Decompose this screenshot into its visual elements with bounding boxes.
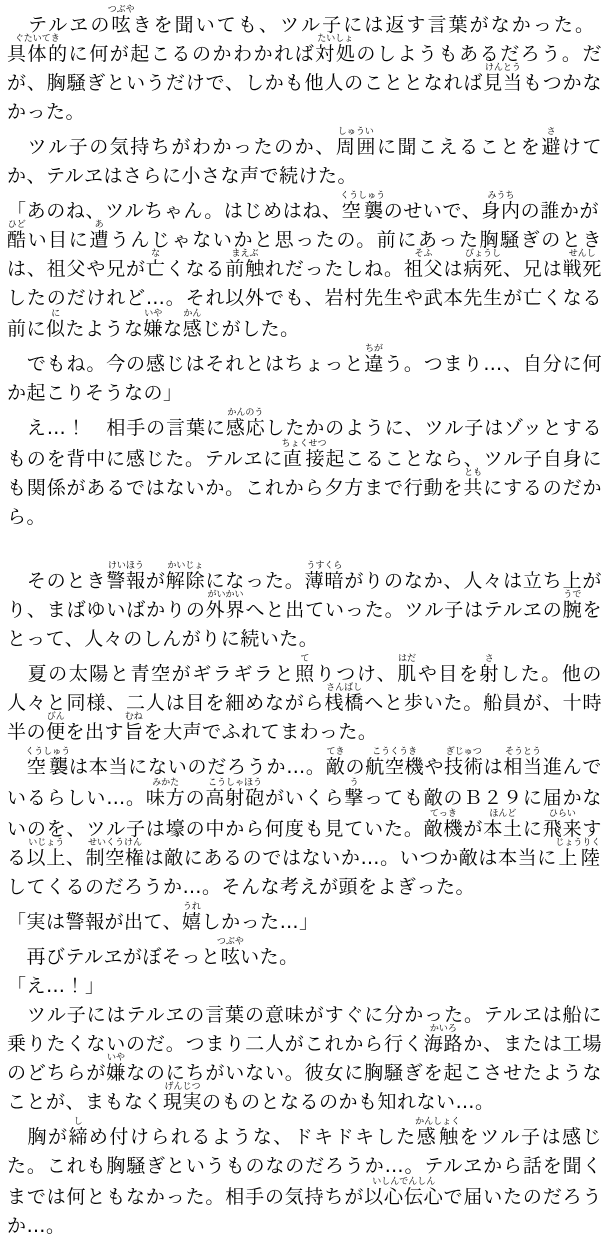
ruby-annotation: 似に xyxy=(46,309,66,340)
ruby-annotation: 感触かんしょく xyxy=(415,1117,461,1148)
ruby-annotation: 飛来ひらい xyxy=(542,809,583,840)
paragraph: 胸が締しめ付けられるような、ドキドキした感触かんしょくをツル子は感じた。これも胸騒ぎというものなのだろうか…。テルヱから話を聞くまでは何ともなかった。相手の気持ちが以心伝心いしんでんしんで届いたのだろうか…。 xyxy=(7,1117,602,1237)
ruby-annotation: 避さ xyxy=(541,127,562,158)
ruby-annotation: 祖父そふ xyxy=(403,249,444,280)
ruby-annotation: 警報けいほう xyxy=(106,561,146,592)
ruby-annotation: 周囲しゅうい xyxy=(335,127,377,158)
paragraph: 空襲くうしゅうは本当にないのだろうか…。敵てきの航空機こうくうきや技術ぎじゅつは相当そうとう進んでいるらしい…。味方みかたの高射砲こうしゃほうがいくら撃うっても敵のＢ２９に届かないのを、ツル子は壕の中から何度も見ていた。敵機てっきが本土ほんどに飛来ひらいする以上いじょう、制空権せいくうけんは敵にあるのではないか…。いつか敵は本当に上陸じょうりくしてくるのだろうか…。そんな考えが頭をよぎった。 xyxy=(7,747,602,898)
ruby-annotation: 照て xyxy=(295,654,316,685)
ruby-annotation: 旨むね xyxy=(124,712,144,743)
ruby-annotation: 本土ほんど xyxy=(483,809,523,840)
ruby-annotation: 身内みうち xyxy=(481,191,521,222)
ruby-annotation: 嫌いや xyxy=(106,1053,127,1084)
ruby-annotation: 対処たいしょ xyxy=(315,34,357,65)
ruby-annotation: 薄暗うすくら xyxy=(304,561,345,592)
ruby-annotation: 嬉うれ xyxy=(182,902,202,933)
ruby-annotation: 敵機てっき xyxy=(423,809,464,840)
text-content xyxy=(7,5,602,1241)
ruby-annotation: 嫌いや xyxy=(143,309,164,340)
ruby-annotation: 以心伝心いしんでんしん xyxy=(364,1177,444,1208)
paragraph: ツル子にはテルヱの言葉の意味がすぐに分かった。テルヱは船に乗りたくないのだ。つまり二人がこれから行く海路かいろか、または工場のどちらが嫌いやなのにちがいない。彼女に胸騒ぎを起こさせたようなことが、まもなく現実げんじつのものとなるのかも知れない…。 xyxy=(7,1004,602,1113)
ruby-annotation: 高射砲こうしゃほう xyxy=(205,778,265,809)
ruby-annotation: 具体的ぐたいてき xyxy=(7,34,69,65)
ruby-annotation: 肌はだ xyxy=(397,654,418,685)
ruby-annotation: 外界がいかい xyxy=(205,590,246,621)
ruby-annotation: 海路かいろ xyxy=(423,1024,464,1055)
blank-line xyxy=(7,532,602,561)
paragraph: 夏の太陽と青空がギラギラと照てりつけ、肌はだや目を射さした。他の人々と同様、二人は目を細めながら桟橋さんばしへと歩いた。船員が、十時半の便びんを出す旨むねを大声でふれてまわった。 xyxy=(7,654,602,743)
ruby-annotation: 便びん xyxy=(46,712,66,743)
ruby-annotation: 技術ぎじゅつ xyxy=(444,747,484,778)
ruby-annotation: 病死びょうし xyxy=(463,249,504,280)
paragraph: でもね。今の感じはそれとはちょっと違ちがう。つまり…、自分に何か起こりそうなの」 xyxy=(7,344,602,404)
ruby-annotation: 見当けんとう xyxy=(483,63,523,94)
ruby-annotation: 直接ちょくせつ xyxy=(281,439,327,470)
ruby-annotation: 航空機こうくうき xyxy=(365,747,425,778)
ruby-annotation: 解除かいじょ xyxy=(165,561,206,592)
ruby-annotation: 敵てき xyxy=(325,747,346,778)
ruby-annotation: 上陸じょうりく xyxy=(555,838,601,869)
ruby-annotation: 現実げんじつ xyxy=(163,1082,203,1113)
ruby-annotation: 撃う xyxy=(344,778,365,809)
paragraph: 「あのね、ツルちゃん。はじめはね、空襲くうしゅうのせいで、身内みうちの誰かが酷ひどい目に遭あうんじゃないかと思ったの。前にあった胸騒ぎのときは、祖父や兄が亡なくなる前触まえぶれだったしね。祖父そふは病死びょうし、兄は戦死せんししたのだけれど…。それ以外でも、岩村先生や武本先生が亡くなる前に似にたような嫌いやな感かんじがした。 xyxy=(7,191,602,340)
paragraph: 「え…！」 xyxy=(7,975,105,997)
ruby-annotation: 前触まえぶ xyxy=(225,249,265,280)
ruby-annotation: 酷ひど xyxy=(7,220,28,251)
paragraph: 「実は警報が出て、嬉うれしかった…」 xyxy=(7,902,319,933)
ruby-annotation: 腕うで xyxy=(562,590,583,621)
ruby-annotation: 感かん xyxy=(182,309,203,340)
paragraph: ツル子の気持ちがわかったのか、周囲しゅういに聞こえることを避さけてか、テルヱはさらに小さな声で続けた。 xyxy=(7,127,602,187)
ruby-annotation: 呟つぶや xyxy=(216,937,244,968)
ruby-annotation: 共とも xyxy=(463,468,484,499)
ruby-annotation: 違ちが xyxy=(364,344,385,375)
ruby-annotation: 戦死せんし xyxy=(562,249,602,280)
ruby-annotation: 射さ xyxy=(479,654,501,685)
ruby-annotation: 以上いじょう xyxy=(26,838,66,869)
paragraph: 再びテルヱがぼそっと呟つぶやいた。 xyxy=(7,937,299,968)
paragraph: え…！ 相手の言葉に感応かんのうしたかのように、ツル子はゾッとするものを背中に感じた。テルヱに直接ちょくせつ起こることなら、ツル子自身にも関係があるではないか。これから夕方まで行動を共ともにするのだから。 xyxy=(7,408,602,528)
ruby-annotation: 呟つぶや xyxy=(107,5,135,36)
ruby-annotation: 空襲くうしゅう xyxy=(25,747,71,778)
ruby-annotation: 締し xyxy=(68,1117,89,1148)
ruby-annotation: 制空権せいくうけん xyxy=(85,838,145,869)
ruby-annotation: 遭あ xyxy=(89,220,110,251)
paragraph: テルヱの呟つぶやきを聞いても、ツル子には返す言葉がなかった。具体的ぐたいてきに何が起こるのかわかれば対処たいしょのしようもあるだろう。だが、胸騒ぎというだけで、しかも他人のこととなれば見当けんとうもつかなかった。 xyxy=(7,5,602,123)
paragraph: そのとき警報けいほうが解除かいじょになった。薄暗うすくらがりのなか、人々は立ち上がり、まばゆいばかりの外界がいかいへと出ていった。ツル子はテルヱの腕うでをとって、人々のしんがりに続いた。 xyxy=(7,561,602,650)
ruby-annotation: 感応かんのう xyxy=(225,408,266,439)
ruby-annotation: 味方みかた xyxy=(145,778,186,809)
ruby-annotation: 相当そうとう xyxy=(503,747,543,778)
ruby-annotation: 桟橋さんばし xyxy=(324,683,365,714)
ruby-annotation: 空襲くうしゅう xyxy=(340,191,386,222)
ruby-annotation: 亡な xyxy=(145,249,166,280)
